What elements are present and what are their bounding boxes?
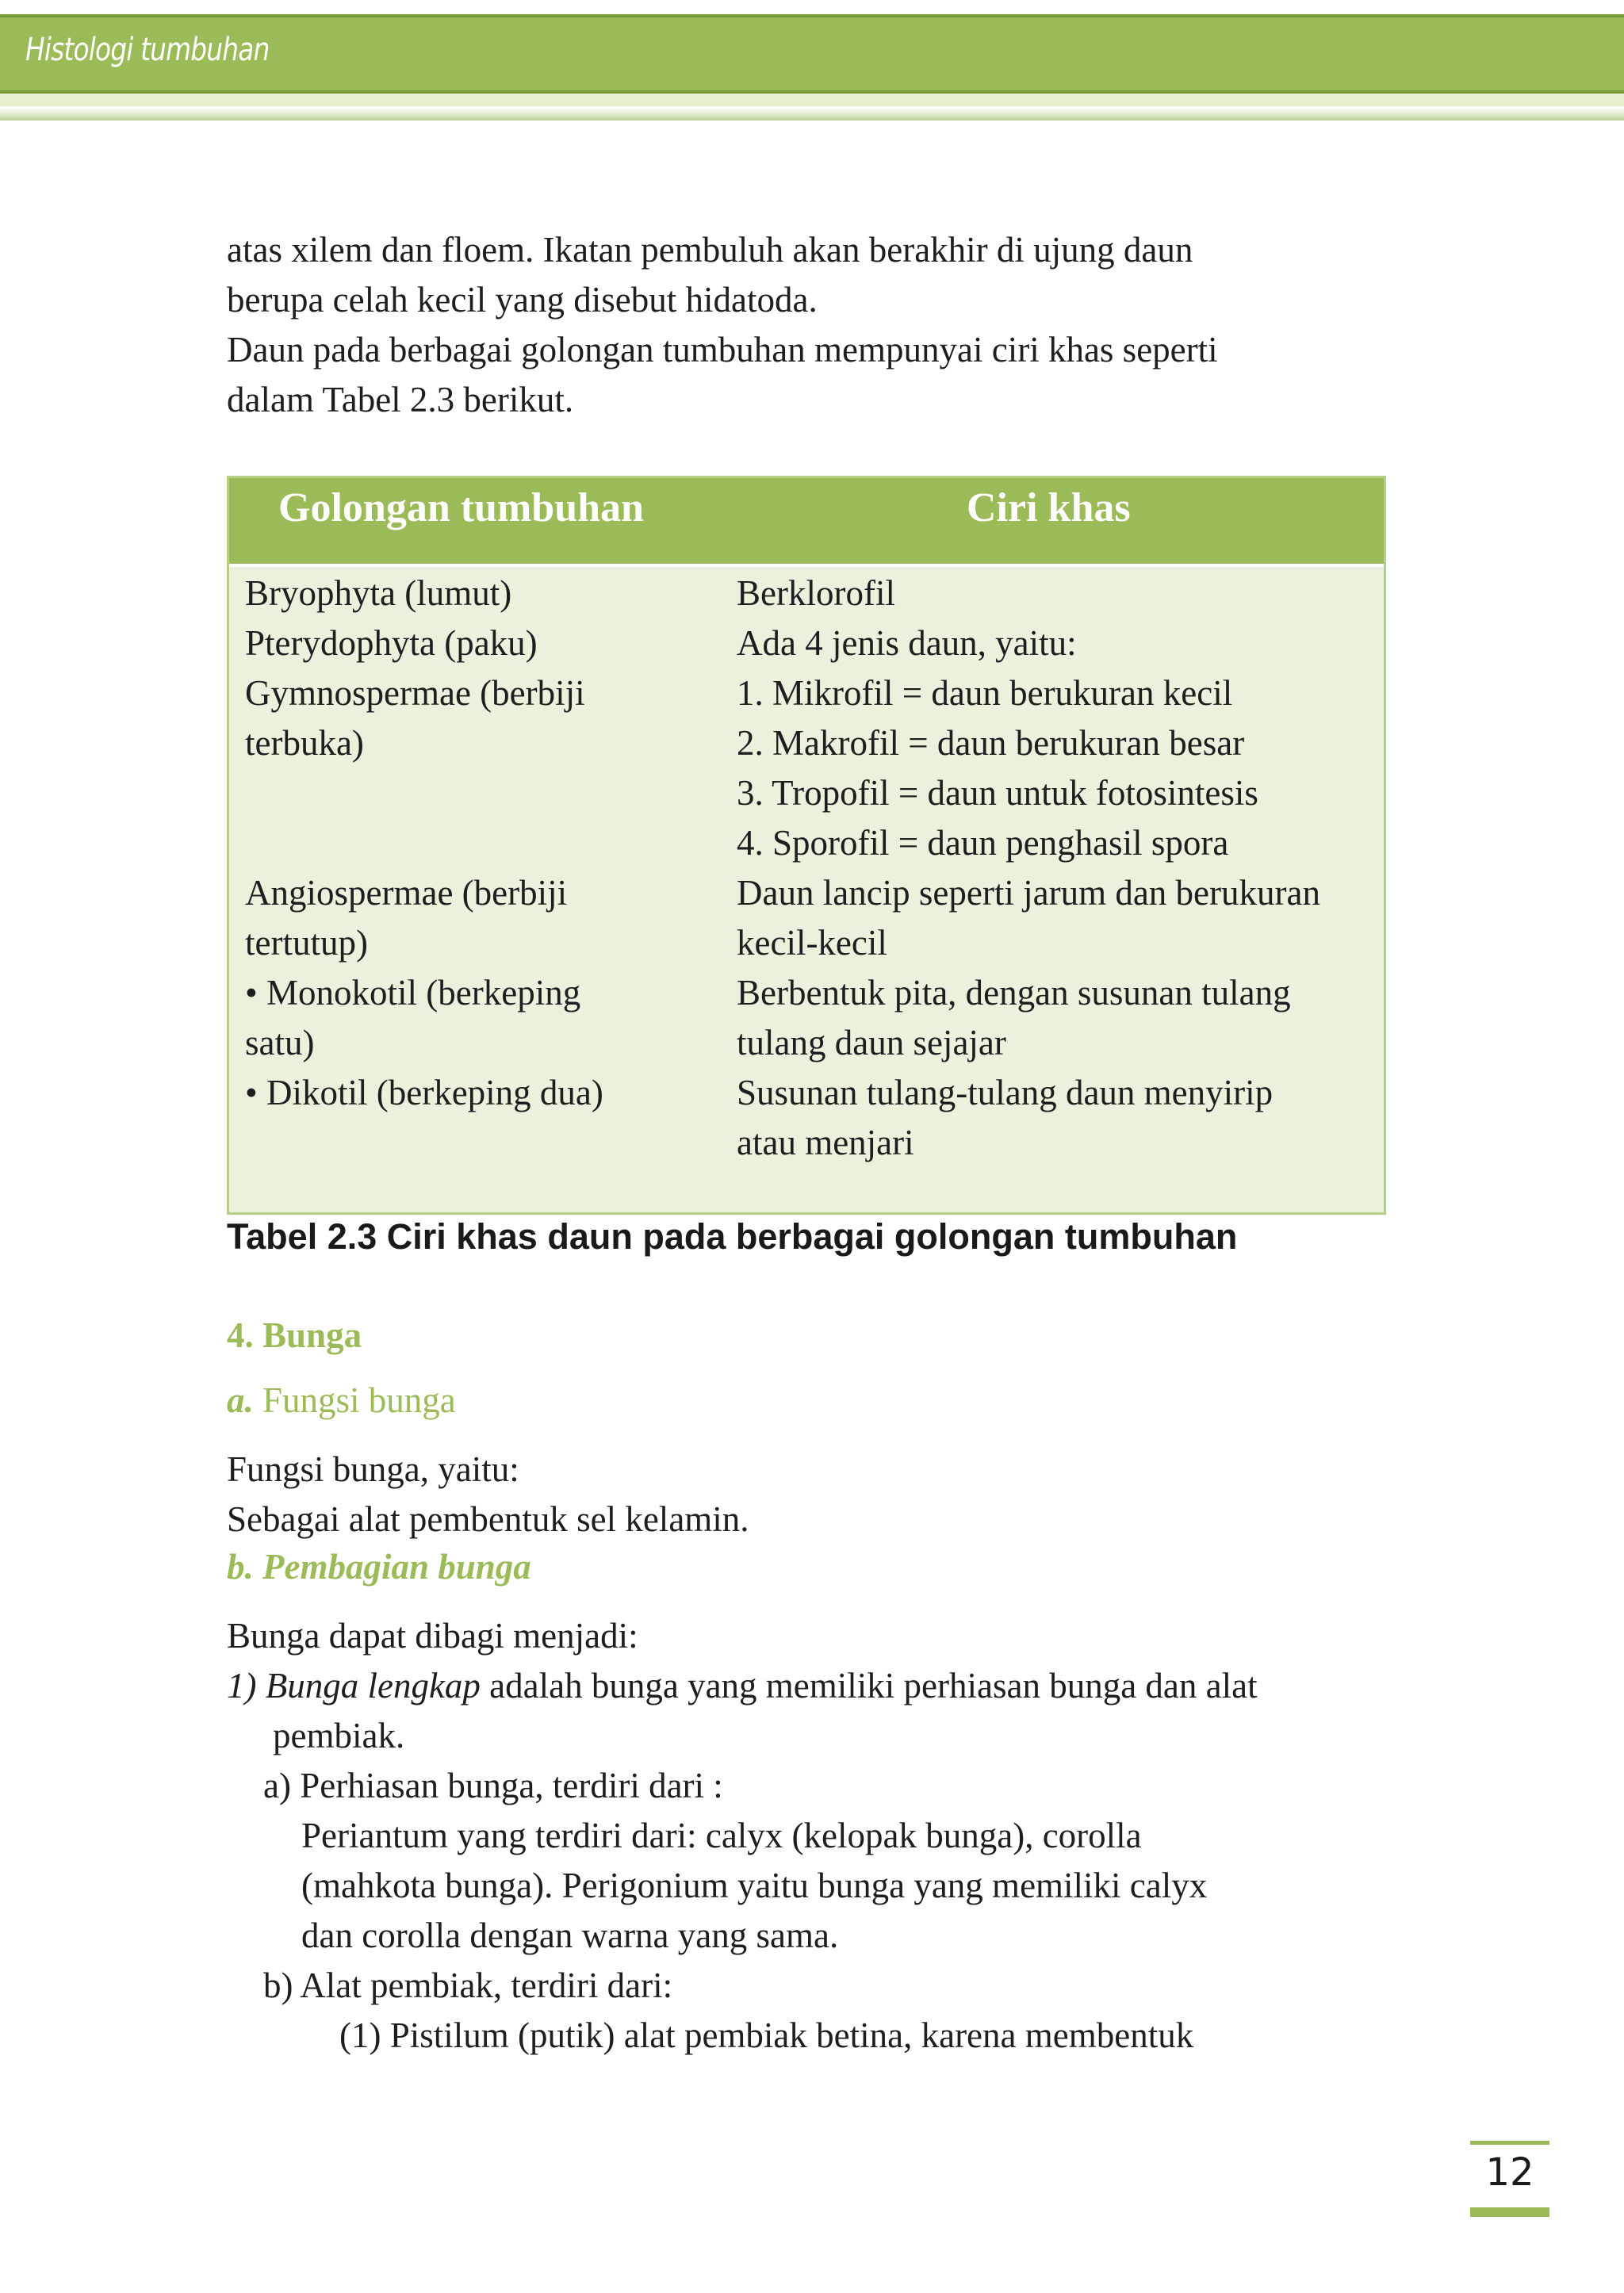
list-item-1: [227, 1661, 1258, 1711]
table-cell-feature: 4. Sporofil = daun penghasil spora: [737, 823, 1229, 863]
list-item-1-term: 1) Bunga lengkap: [227, 1666, 481, 1705]
table-cell-group: • Monokotil (berkeping: [245, 973, 581, 1013]
subsection-a-line-2: Sebagai alat pembentuk sel kelamin.: [227, 1499, 749, 1539]
list-item-a-text-3: dan corolla dengan warna yang sama.: [301, 1916, 839, 1955]
table-cell-group: Angiospermae (berbiji: [245, 873, 568, 913]
intro-line-2: berupa celah kecil yang disebut hidatoda.: [227, 280, 818, 320]
table-header-row: [229, 478, 1384, 567]
list-item-1-text: adalah bunga yang memiliki perhiasan bunga dan alat: [480, 1666, 1258, 1705]
table-cell-feature: 2. Makrofil = daun berukuran besar: [737, 723, 1245, 763]
table-cell-group: Gymnospermae (berbiji: [245, 673, 585, 713]
subsection-a-heading: [227, 1380, 456, 1421]
page-number: 12: [1485, 2150, 1534, 2195]
table-cell-group: tertutup): [245, 923, 368, 963]
list-item-1-continuation: pembiak.: [273, 1716, 405, 1755]
table-cell-feature: 1. Mikrofil = daun berukuran kecil: [737, 673, 1233, 713]
list-item-a-text-2: (mahkota bunga). Perigonium yaitu bunga yang memiliki calyx: [301, 1866, 1208, 1905]
header-stripe: [0, 94, 1624, 121]
table-cell-feature: Berbentuk pita, dengan susunan tulang: [737, 973, 1291, 1013]
header-top-margin: [0, 0, 1624, 14]
subsection-b-heading: b. Pembagian bunga: [227, 1547, 531, 1587]
leaf-characteristics-table: [227, 476, 1386, 1215]
table-header-feature: Ciri khas: [967, 485, 1131, 530]
table-cell-feature: tulang daun sejajar: [737, 1023, 1006, 1062]
list-item-a: a) Perhiasan bunga, terdiri dari :: [263, 1766, 723, 1805]
table-header-group: Golongan tumbuhan: [278, 485, 644, 530]
table-cell-group: • Dikotil (berkeping dua): [245, 1073, 603, 1112]
table-cell-feature: 3. Tropofil = daun untuk fotosintesis: [737, 773, 1258, 813]
table-cell-feature: kecil-kecil: [737, 923, 887, 963]
table-cell-group: Pterydophyta (paku): [245, 623, 538, 663]
subsection-a-line-1: Fungsi bunga, yaitu:: [227, 1449, 519, 1489]
intro-line-4: dalam Tabel 2.3 berikut.: [227, 380, 574, 419]
intro-line-3: Daun pada berbagai golongan tumbuhan mempunyai ciri khas seperti: [227, 330, 1218, 369]
section-heading: 4. Bunga: [227, 1315, 362, 1355]
table-cell-group: satu): [245, 1023, 315, 1062]
table-cell-group: Bryophyta (lumut): [245, 573, 512, 613]
table-caption: Tabel 2.3 Ciri khas daun pada berbagai golongan tumbuhan: [227, 1216, 1238, 1257]
table-cell-feature: Daun lancip seperti jarum dan berukuran: [737, 873, 1320, 913]
table-cell-feature: Susunan tulang-tulang daun menyirip: [737, 1073, 1274, 1112]
table-cell-feature: Berklorofil: [737, 573, 895, 613]
table-cell-feature: atau menjari: [737, 1123, 914, 1162]
list-item-b: b) Alat pembiak, terdiri dari:: [263, 1966, 673, 2005]
subsection-a-letter: a.: [227, 1380, 254, 1420]
page-number-rule-top: [1470, 2141, 1549, 2145]
intro-line-1: atas xilem dan floem. Ikatan pembuluh akan berakhir di ujung daun: [227, 230, 1193, 270]
subsection-a-title: Fungsi bunga: [262, 1380, 456, 1420]
list-item-b1: (1) Pistilum (putik) alat pembiak betina, karena membentuk: [339, 2015, 1194, 2055]
subsection-b-intro: Bunga dapat dibagi menjadi:: [227, 1616, 638, 1656]
table-cell-feature: Ada 4 jenis daun, yaitu:: [737, 623, 1077, 663]
running-header-title: Histologi tumbuhan: [25, 32, 270, 68]
page-number-rule-bottom: [1470, 2207, 1549, 2217]
table-cell-group: terbuka): [245, 723, 364, 763]
list-item-a-text-1: Periantum yang terdiri dari: calyx (kelopak bunga), corolla: [301, 1816, 1142, 1855]
